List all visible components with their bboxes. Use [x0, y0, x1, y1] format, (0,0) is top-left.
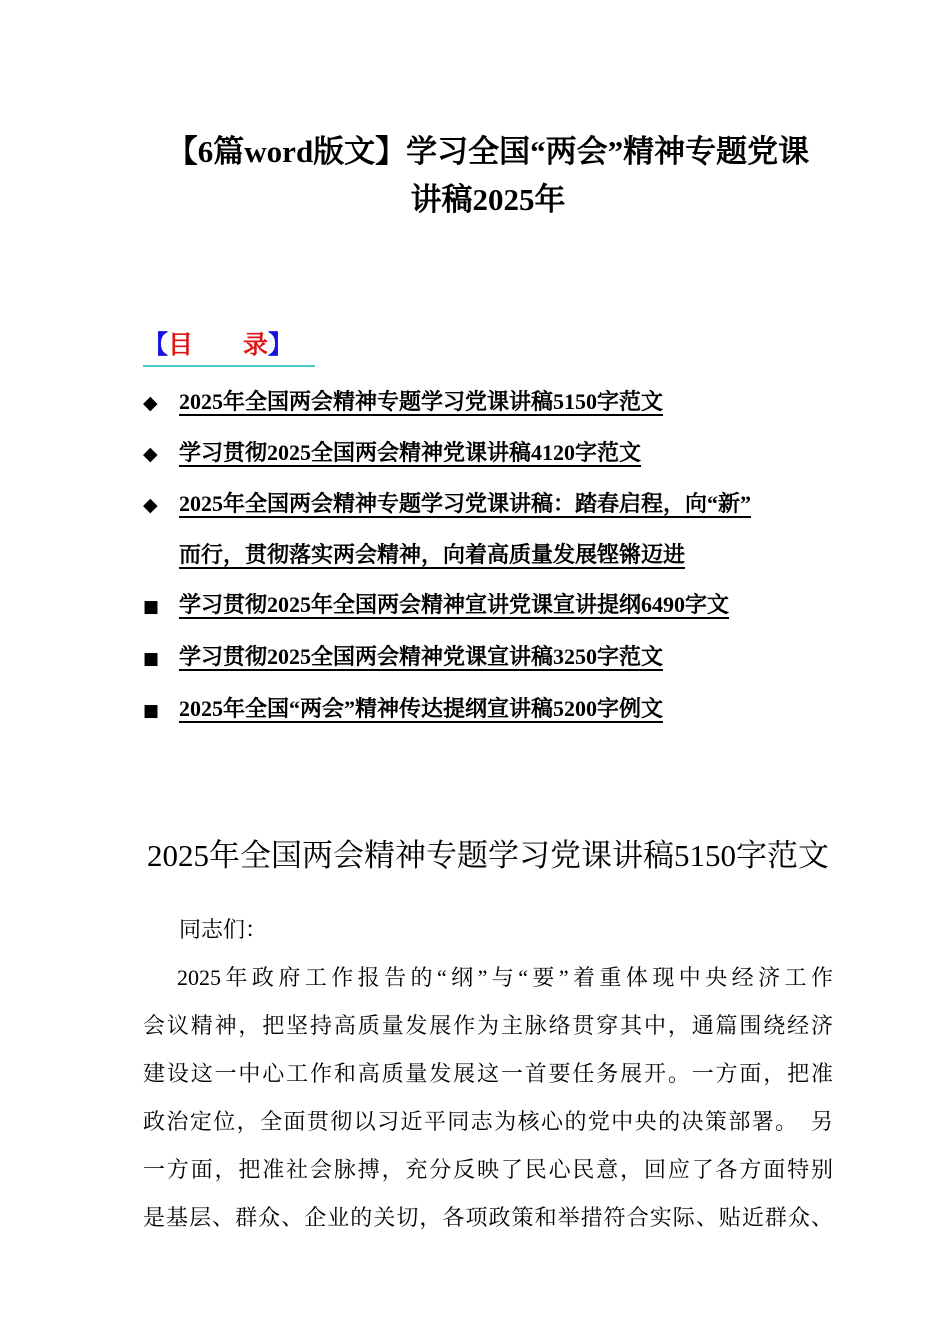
toc-link[interactable]: 2025年全国“两会”精神传达提纲宣讲稿5200字例文 [179, 696, 664, 721]
paragraph-line: 会议精神，把坚持高质量发展作为主脉络贯穿其中，通篇围绕经济 [143, 1012, 833, 1038]
paragraph-line: 2025年政府工作报告的“纲”与“要”着重体现中央经济工作 [177, 964, 833, 990]
toc-header-underline [143, 330, 315, 367]
body-paragraph [143, 954, 833, 1242]
toc-item [143, 684, 833, 736]
paragraph-line: 建设这一中心工作和高质量发展这一首要任务展开。一方面，把准 [143, 1060, 833, 1086]
toc-item [143, 428, 833, 479]
toc-item [143, 580, 833, 632]
paragraph-line: 是基层、群众、企业的关切，各项政策和举措符合实际、贴近群众、 [143, 1204, 833, 1230]
toc-link[interactable]: 学习贯彻2025全国两会精神党课宣讲稿3250字范文 [179, 644, 664, 669]
diamond-bullet-icon: ◆ [143, 392, 158, 414]
toc-item [143, 632, 833, 684]
square-bullet-icon: ■ [143, 597, 160, 617]
toc-header-label: 目 录 [168, 332, 269, 359]
salutation: 同志们： [179, 916, 268, 942]
paragraph-line: 政治定位，全面贯彻以习近平同志为核心的党中央的决策部署。 另 [143, 1108, 833, 1134]
toc-item [143, 479, 833, 530]
toc-header [143, 330, 833, 367]
section-heading: 2025年全国两会精神专题学习党课讲稿5150字范文 [147, 838, 829, 873]
toc-link[interactable]: 2025年全国两会精神专题学习党课讲稿：踏春启程，向“新” [179, 491, 752, 516]
toc-list [143, 377, 833, 736]
toc-item [143, 377, 833, 428]
diamond-bullet-icon: ◆ [143, 494, 158, 516]
toc-link[interactable]: 2025年全国两会精神专题学习党课讲稿5150字范文 [179, 389, 664, 414]
toc-close-bracket: 】 [268, 332, 294, 359]
diamond-bullet-icon: ◆ [143, 443, 158, 465]
toc-link[interactable]: 学习贯彻2025年全国两会精神宣讲党课宣讲提纲6490字文 [179, 592, 730, 617]
square-bullet-icon: ■ [143, 649, 160, 669]
toc-item-continuation [143, 530, 833, 580]
square-bullet-icon: ■ [143, 701, 160, 721]
toc-open-bracket: 【 [143, 332, 169, 359]
document-title [143, 128, 833, 224]
document-content [143, 128, 833, 1242]
document-title-line-1: 【6篇word版文】学习全国“两会”精神专题党课 [166, 134, 810, 169]
document-title-line-2: 讲稿2025年 [410, 182, 566, 217]
paragraph-line: 一方面，把准社会脉搏，充分反映了民心民意，回应了各方面特别 [143, 1156, 833, 1182]
toc-link[interactable]: 而行，贯彻落实两会精神，向着高质量发展铿锵迈进 [179, 542, 686, 567]
toc-link[interactable]: 学习贯彻2025全国两会精神党课讲稿4120字范文 [179, 440, 642, 465]
